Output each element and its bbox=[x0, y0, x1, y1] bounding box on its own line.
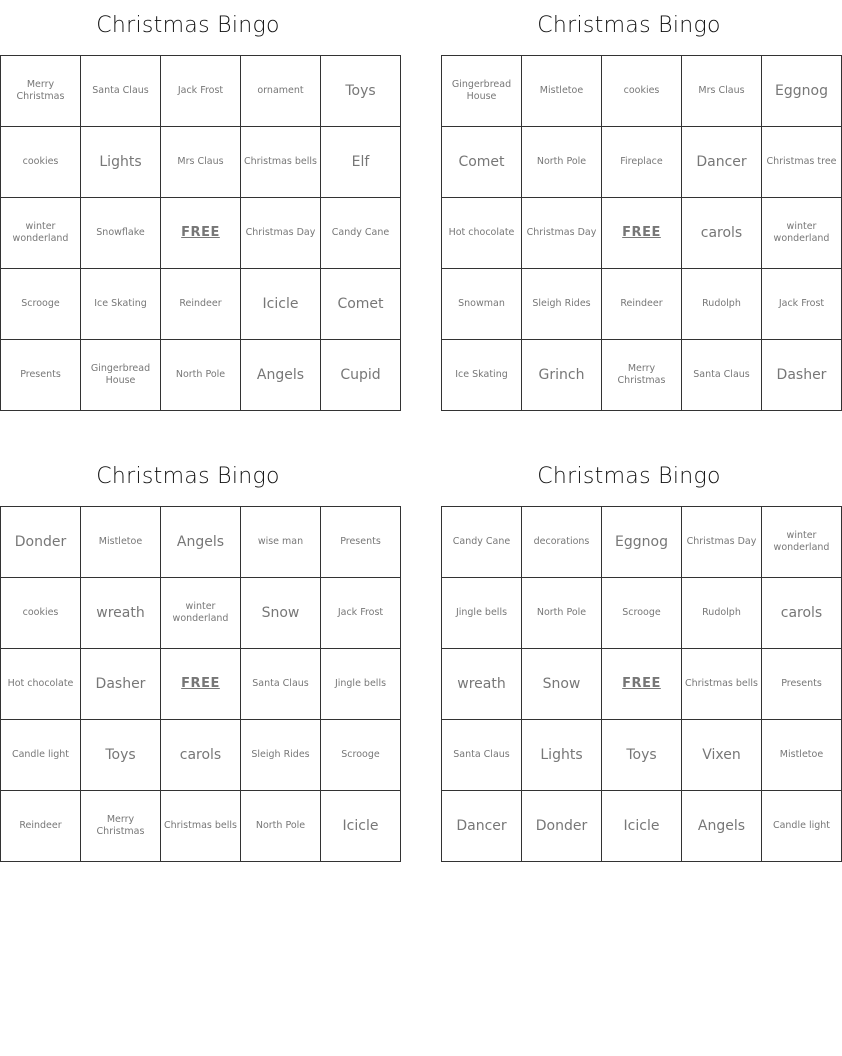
free-space: FREE bbox=[161, 649, 241, 720]
bingo-grid bbox=[441, 55, 842, 411]
bingo-cell: Christmas Day bbox=[682, 507, 762, 578]
bingo-cell: Jack Frost bbox=[762, 269, 842, 340]
bingo-cell: Christmas bells bbox=[241, 127, 321, 198]
bingo-cell: carols bbox=[161, 720, 241, 791]
bingo-cell: Scrooge bbox=[602, 578, 682, 649]
bingo-cell: Grinch bbox=[522, 340, 602, 411]
bingo-cell: Santa Claus bbox=[241, 649, 321, 720]
bingo-row bbox=[442, 578, 842, 649]
bingo-cell: Candy Cane bbox=[442, 507, 522, 578]
bingo-cell: Gingerbread House bbox=[442, 56, 522, 127]
bingo-cell: Icicle bbox=[602, 791, 682, 862]
bingo-cell: Sleigh Rides bbox=[241, 720, 321, 791]
bingo-cell: Reindeer bbox=[161, 269, 241, 340]
bingo-cell: cookies bbox=[1, 127, 81, 198]
bingo-cell: Mistletoe bbox=[762, 720, 842, 791]
bingo-cell: Sleigh Rides bbox=[522, 269, 602, 340]
bingo-cell: Toys bbox=[321, 56, 401, 127]
bingo-cell: Presents bbox=[1, 340, 81, 411]
bingo-cell: Dasher bbox=[81, 649, 161, 720]
bingo-cell: winter wonderland bbox=[1, 198, 81, 269]
bingo-cell: Dancer bbox=[682, 127, 762, 198]
free-space: FREE bbox=[602, 198, 682, 269]
bingo-cell: Snow bbox=[522, 649, 602, 720]
bingo-cell: Comet bbox=[442, 127, 522, 198]
bingo-row bbox=[442, 720, 842, 791]
bingo-cell: North Pole bbox=[161, 340, 241, 411]
card-title: Christmas Bingo bbox=[96, 464, 280, 489]
bingo-cell: Reindeer bbox=[602, 269, 682, 340]
bingo-cell: Mistletoe bbox=[81, 507, 161, 578]
bingo-cell: Rudolph bbox=[682, 578, 762, 649]
bingo-cell: Angels bbox=[682, 791, 762, 862]
bingo-cell: Christmas bells bbox=[682, 649, 762, 720]
bingo-cell: Eggnog bbox=[762, 56, 842, 127]
bingo-cell: Snow bbox=[241, 578, 321, 649]
bingo-grid bbox=[0, 506, 401, 862]
bingo-cell: Jack Frost bbox=[161, 56, 241, 127]
bingo-row bbox=[1, 507, 401, 578]
bingo-cell: Reindeer bbox=[1, 791, 81, 862]
bingo-row bbox=[442, 649, 842, 720]
bingo-cell: Candle light bbox=[1, 720, 81, 791]
bingo-cell: North Pole bbox=[241, 791, 321, 862]
bingo-cell: Christmas tree bbox=[762, 127, 842, 198]
bingo-cell: Santa Claus bbox=[682, 340, 762, 411]
bingo-cell: ornament bbox=[241, 56, 321, 127]
bingo-cell: Christmas Day bbox=[522, 198, 602, 269]
bingo-cell: Lights bbox=[522, 720, 602, 791]
card-title: Christmas Bingo bbox=[96, 13, 280, 38]
bingo-cell: Scrooge bbox=[321, 720, 401, 791]
bingo-cell: North Pole bbox=[522, 127, 602, 198]
card-title: Christmas Bingo bbox=[537, 464, 721, 489]
bingo-cell: Presents bbox=[762, 649, 842, 720]
bingo-cell: wreath bbox=[81, 578, 161, 649]
bingo-cell: Mistletoe bbox=[522, 56, 602, 127]
bingo-cell: Mrs Claus bbox=[682, 56, 762, 127]
bingo-cell: Scrooge bbox=[1, 269, 81, 340]
bingo-cell: winter wonderland bbox=[762, 198, 842, 269]
free-space: FREE bbox=[161, 198, 241, 269]
bingo-cell: Toys bbox=[602, 720, 682, 791]
bingo-cell: Dancer bbox=[442, 791, 522, 862]
bingo-cell: Jack Frost bbox=[321, 578, 401, 649]
bingo-cell: carols bbox=[762, 578, 842, 649]
bingo-cell: Ice Skating bbox=[81, 269, 161, 340]
bingo-cell: Rudolph bbox=[682, 269, 762, 340]
bingo-cell: Donder bbox=[522, 791, 602, 862]
bingo-cell: Snowman bbox=[442, 269, 522, 340]
bingo-cell: Snowflake bbox=[81, 198, 161, 269]
bingo-cell: Candy Cane bbox=[321, 198, 401, 269]
card-title: Christmas Bingo bbox=[537, 13, 721, 38]
bingo-cell: Toys bbox=[81, 720, 161, 791]
bingo-cell: carols bbox=[682, 198, 762, 269]
bingo-cell: Hot chocolate bbox=[1, 649, 81, 720]
free-space: FREE bbox=[602, 649, 682, 720]
bingo-row bbox=[442, 198, 842, 269]
bingo-cell: Angels bbox=[161, 507, 241, 578]
bingo-grid bbox=[441, 506, 842, 862]
bingo-cell: Dasher bbox=[762, 340, 842, 411]
bingo-cell: Donder bbox=[1, 507, 81, 578]
bingo-cell: Merry Christmas bbox=[81, 791, 161, 862]
bingo-cell: Candle light bbox=[762, 791, 842, 862]
bingo-cell: Jingle bells bbox=[442, 578, 522, 649]
bingo-cell: Angels bbox=[241, 340, 321, 411]
bingo-cell: North Pole bbox=[522, 578, 602, 649]
bingo-cell: Presents bbox=[321, 507, 401, 578]
bingo-row bbox=[1, 269, 401, 340]
bingo-row bbox=[442, 791, 842, 862]
bingo-cell: wreath bbox=[442, 649, 522, 720]
bingo-row bbox=[1, 340, 401, 411]
bingo-cell: Santa Claus bbox=[442, 720, 522, 791]
bingo-cell: Elf bbox=[321, 127, 401, 198]
bingo-cell: Fireplace bbox=[602, 127, 682, 198]
bingo-row bbox=[442, 269, 842, 340]
bingo-cell: Lights bbox=[81, 127, 161, 198]
bingo-cell: Vixen bbox=[682, 720, 762, 791]
bingo-cell: winter wonderland bbox=[762, 507, 842, 578]
bingo-cell: Gingerbread House bbox=[81, 340, 161, 411]
bingo-cell: Christmas bells bbox=[161, 791, 241, 862]
bingo-row bbox=[1, 649, 401, 720]
bingo-cell: cookies bbox=[602, 56, 682, 127]
bingo-cell: wise man bbox=[241, 507, 321, 578]
bingo-row bbox=[442, 56, 842, 127]
bingo-cell: Icicle bbox=[241, 269, 321, 340]
bingo-cell: Ice Skating bbox=[442, 340, 522, 411]
bingo-cell: Merry Christmas bbox=[1, 56, 81, 127]
bingo-cell: cookies bbox=[1, 578, 81, 649]
bingo-cell: Eggnog bbox=[602, 507, 682, 578]
bingo-cell: decorations bbox=[522, 507, 602, 578]
bingo-cell: Mrs Claus bbox=[161, 127, 241, 198]
bingo-cell: winter wonderland bbox=[161, 578, 241, 649]
bingo-cell: Merry Christmas bbox=[602, 340, 682, 411]
bingo-cell: Christmas Day bbox=[241, 198, 321, 269]
bingo-row bbox=[1, 198, 401, 269]
bingo-row bbox=[442, 507, 842, 578]
bingo-cell: Santa Claus bbox=[81, 56, 161, 127]
bingo-cell: Hot chocolate bbox=[442, 198, 522, 269]
bingo-row bbox=[1, 720, 401, 791]
bingo-row bbox=[1, 127, 401, 198]
bingo-row bbox=[1, 791, 401, 862]
bingo-cell: Jingle bells bbox=[321, 649, 401, 720]
bingo-row bbox=[442, 127, 842, 198]
bingo-cell: Cupid bbox=[321, 340, 401, 411]
bingo-cell: Comet bbox=[321, 269, 401, 340]
bingo-cell: Icicle bbox=[321, 791, 401, 862]
bingo-row bbox=[442, 340, 842, 411]
bingo-row bbox=[1, 56, 401, 127]
bingo-row bbox=[1, 578, 401, 649]
bingo-grid bbox=[0, 55, 401, 411]
